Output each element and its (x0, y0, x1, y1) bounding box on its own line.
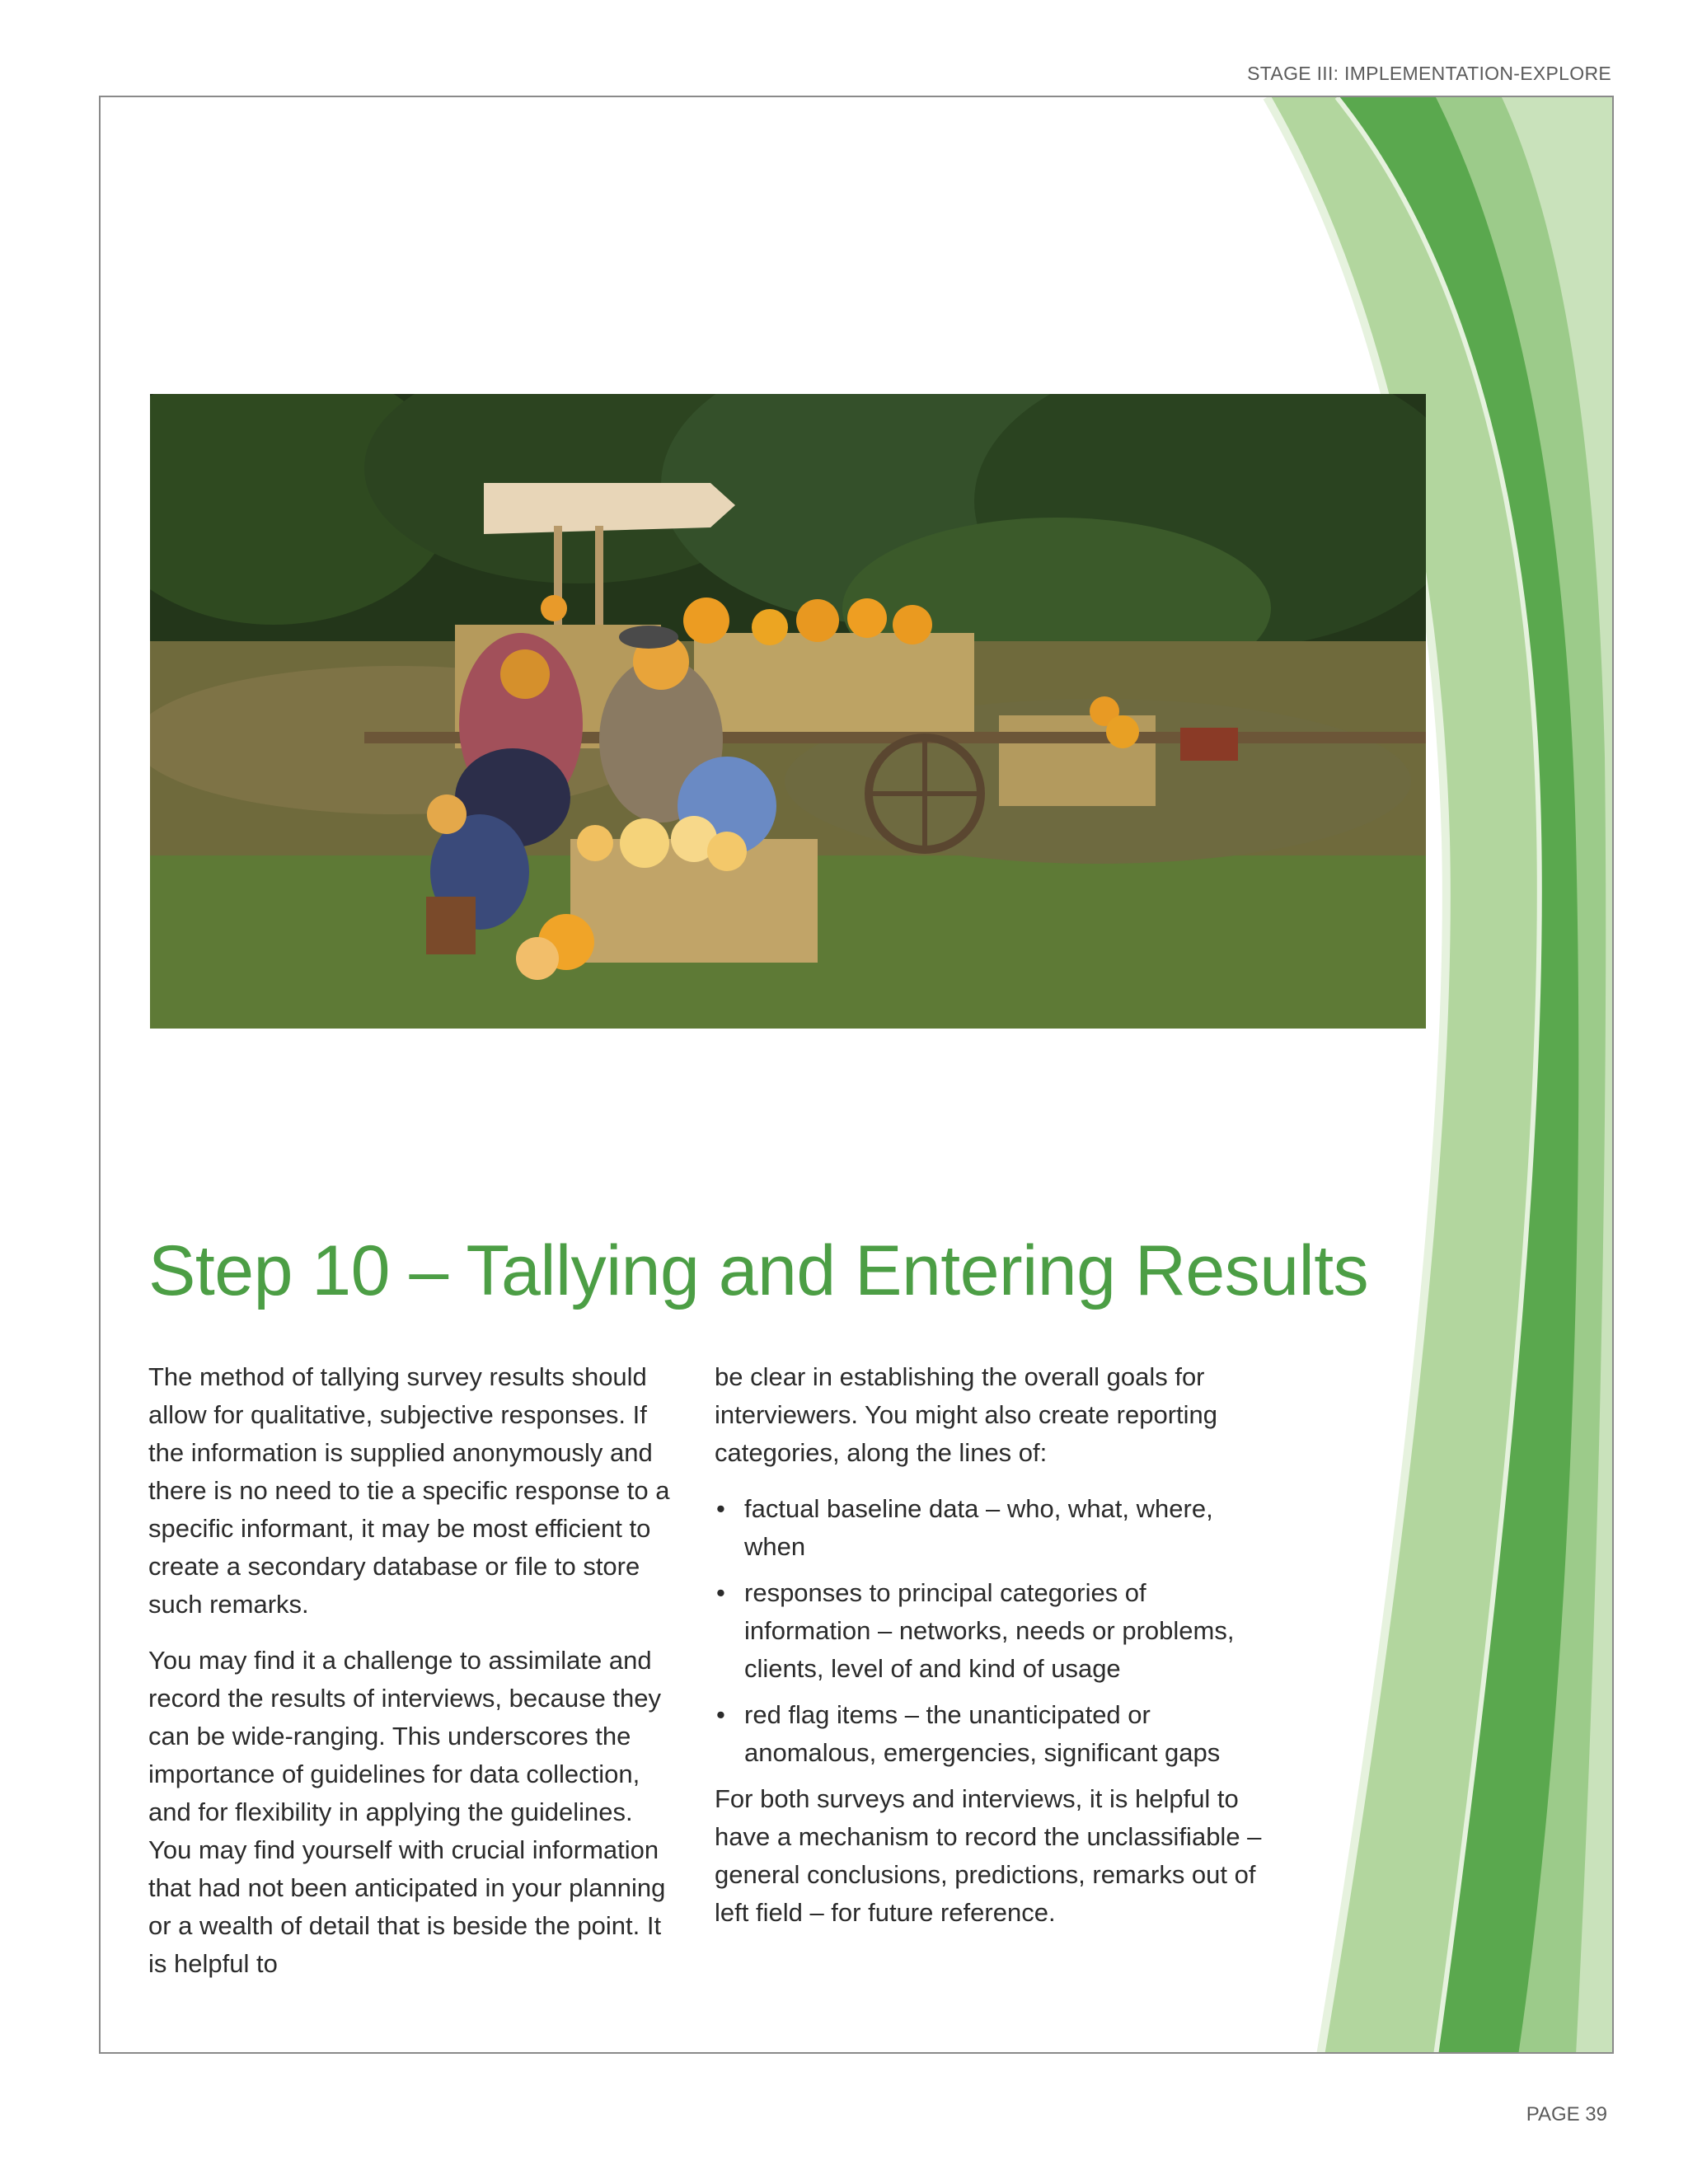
bullet-icon: • (716, 1578, 725, 1607)
left-column (148, 1358, 676, 2001)
bullet-icon: • (716, 1700, 725, 1729)
paragraph: For both surveys and interviews, it is helpful to have a mechanism to record the unclassifiable – general conclusions, predictions, remarks out of left field – for future reference. (715, 1784, 1262, 1927)
paragraph: be clear in establishing the overall goals for interviewers. You might also create reporting categories, along the lines of: (715, 1362, 1217, 1467)
scarecrow-pumpkin-photo (150, 394, 1426, 1029)
bullet-icon: • (716, 1494, 725, 1523)
bullet-list (715, 1490, 1267, 1772)
list-item (715, 1574, 1267, 1688)
paragraph: You may find it a challenge to assimilate and record the results of interviews, because they can be wide-ranging. This underscores the importance of guidelines for data collection, and for flexibility in applying the guidelines. You may find yourself with crucial information that had not been anticipated in your planning or a wealth of detail that is beside the point. It is helpful to (148, 1646, 666, 1978)
paragraph: The method of tallying survey results should allow for qualitative, subjective responses. If the information is supplied anonymously and there is no need to tie a specific response to a specific informant, it may be most efficient to create a secondary database or file to store such remarks. (148, 1362, 670, 1619)
list-item (715, 1490, 1267, 1566)
list-item-text: factual baseline data – who, what, where, when (744, 1494, 1213, 1561)
page-title: Step 10 – Tallying and Entering Results (148, 1231, 1369, 1310)
section-header: STAGE III: IMPLEMENTATION-EXPLORE (1247, 63, 1611, 84)
page-frame (99, 96, 1614, 2054)
right-column (715, 1358, 1267, 1950)
list-item-text: red flag items – the unanticipated or anomalous, emergencies, significant gaps (744, 1700, 1221, 1767)
list-item-text: responses to principal categories of information – networks, needs or problems, clients, level of and kind of usage (744, 1578, 1235, 1683)
list-item (715, 1696, 1267, 1772)
page-number: PAGE 39 (1526, 2103, 1607, 2125)
